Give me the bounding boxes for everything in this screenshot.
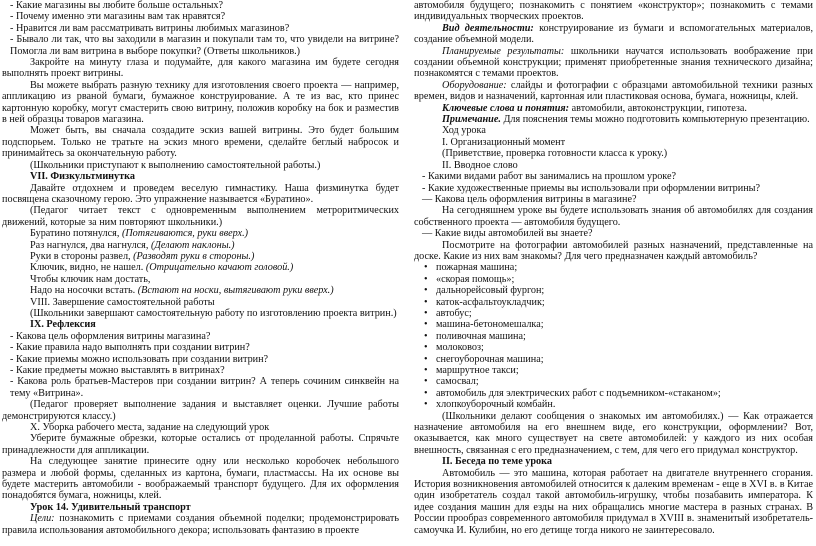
stage-direction: (Отрицательно качают головой.) bbox=[145, 262, 294, 274]
paragraph-text: II. Вводное слово bbox=[442, 159, 518, 171]
list-item: • каток-асфальтоукладчик; bbox=[436, 297, 813, 308]
right-column bbox=[414, 0, 813, 536]
paragraph-text: Ключик, видно, не нашел. bbox=[30, 262, 146, 274]
list-item: • автобус; bbox=[436, 308, 813, 319]
paragraph-text: Надо на носочки встать. bbox=[30, 285, 138, 297]
list-item: • пожарная машина; bbox=[436, 262, 813, 273]
stage-direction: (Разводят руки в стороны.) bbox=[133, 250, 255, 262]
paragraph-text: VII. Физкультминутка bbox=[30, 171, 135, 183]
paragraph-text: II. Беседа по теме урока bbox=[442, 456, 552, 468]
paragraph-text: — Какова цель оформления витрины в магазине? bbox=[422, 193, 637, 205]
paragraph-text: (Педагог проверяет выполнение задания и выставляет оценки. Лучшие работы демонстрируются классу.) bbox=[2, 399, 399, 422]
paragraph bbox=[2, 331, 399, 342]
paragraph-text: Автомобиль — это машина, которая работает на двигателе внутреннего сгорания. История возникновения автомобилей относится к далеким временам - еще в XVI в. в Китае один изобретатель создал такой автомобиль-игрушку, чтобы позабавить императора. К идее создания машин для езды на них обращались многие мастера в разных странах. В России прообраз современного автомобиля придумал в XVIII в. знаменитый изобретатель-самоучка И. Кулибин, но его детище тогда никого не заинтересовало. bbox=[414, 467, 813, 536]
paragraph-text: X. Уборка рабочего места, задание на следующий урок bbox=[30, 422, 270, 434]
paragraph-text: Давайте отдохнем и проведем веселую гимнастику. Наша физминутка будет посвящена сказочному герою. Это упражнение называется «Буратино». bbox=[2, 182, 399, 205]
paragraph-text: познакомить с приемами создания объемной поделки; продемонстрировать правила использования автомобильного декора; использовать фантазию в проекте bbox=[2, 513, 399, 536]
paragraph-text: автомобиля будущего; познакомить с понятием «конструктор»; познакомить с темами индивидуальных творческих проектов. bbox=[414, 0, 813, 23]
paragraph-text: - Какова цель оформления витрины магазина? bbox=[10, 330, 211, 342]
paragraph bbox=[2, 80, 399, 126]
list-item: • хлопкоуборочный комбайн. bbox=[436, 399, 813, 410]
list-item: • самосвал; bbox=[436, 376, 813, 387]
paragraph-text: Урок 14. Удивительный транспорт bbox=[30, 501, 191, 513]
paragraph bbox=[414, 194, 813, 205]
paragraph-text: Вы можете выбрать разную технику для изготовления своего проекта — например, аппликацию из рваной бумаги, бумажное конструирование. А те из вас, кто принес картонную коробку, могут смастерить свою витрину, положив коробку на бок и разместив в ней образцы товаров магазина. bbox=[2, 79, 399, 126]
paragraph bbox=[414, 23, 813, 46]
paragraph bbox=[2, 160, 399, 171]
paragraph bbox=[2, 125, 399, 159]
paragraph bbox=[414, 205, 813, 228]
paragraph-text: - Почему именно эти магазины вам так нравятся? bbox=[10, 11, 226, 23]
paragraph-text: (Школьники завершают самостоятельную работу по изготовлению проекта витрин.) bbox=[30, 307, 397, 319]
list-item: • маршрутное такси; bbox=[436, 365, 813, 376]
paragraph bbox=[414, 137, 813, 148]
paragraph bbox=[414, 160, 813, 171]
list-item: • дальнорейсовый фургон; bbox=[436, 285, 813, 296]
paragraph bbox=[2, 23, 399, 34]
paragraph-text: Закройте на минуту глаза и подумайте, для какого магазина им будете сегодня выполнять проект витрины. bbox=[2, 57, 399, 80]
paragraph bbox=[2, 0, 399, 11]
paragraph-text: - Какие приемы можно использовать при создании витрин? bbox=[10, 353, 269, 365]
paragraph bbox=[414, 103, 813, 114]
paragraph bbox=[2, 365, 399, 376]
paragraph bbox=[2, 376, 399, 399]
paragraph-text: - Бывало ли так, что вы заходили в магазин и покупали там то, что увидели на витрине? Помогла ли вам витрина в выборе покупки? (Ответы школьников.) bbox=[10, 34, 399, 57]
paragraph bbox=[2, 205, 399, 228]
paragraph bbox=[2, 11, 399, 22]
paragraph-text: - Нравится ли вам рассматривать витрины любимых магазинов? bbox=[10, 22, 290, 34]
paragraph bbox=[2, 399, 399, 422]
paragraph bbox=[2, 240, 399, 251]
list-item: • автомобиль для электрических работ с подъемником-«стаканом»; bbox=[436, 388, 813, 399]
paragraph-text: Руки в стороны развел, bbox=[30, 250, 134, 262]
paragraph-text: VIII. Завершение самостоятельной работы bbox=[30, 296, 215, 308]
paragraph bbox=[2, 433, 399, 456]
paragraph bbox=[414, 228, 813, 239]
label-bold-italic: Примечание. bbox=[442, 114, 501, 126]
label-italic: Оборудование: bbox=[442, 79, 507, 91]
paragraph-text: - Какими видами работ вы занимались на прошлом уроке? bbox=[422, 171, 677, 183]
paragraph-text: — Какие виды автомобилей вы знаете? bbox=[422, 228, 593, 240]
paragraph bbox=[2, 342, 399, 353]
label-italic: Цели: bbox=[30, 513, 55, 525]
paragraph bbox=[414, 148, 813, 159]
paragraph-text: IX. Рефлексия bbox=[30, 319, 96, 331]
paragraph-text: - Какие правила надо выполнять при создании витрин? bbox=[10, 342, 250, 354]
paragraph-text: автомобили, автоконструкции, гипотеза. bbox=[569, 102, 747, 114]
paragraph-text: I. Организационный момент bbox=[442, 136, 566, 148]
list-item: • «скорая помощь»; bbox=[436, 274, 813, 285]
list-item: • молоковоз; bbox=[436, 342, 813, 353]
paragraph-text: Посмотрите на фотографии автомобилей разных назначений, представленные на доске. Какие из них вам знакомы? Для чего предназначен каждый автомобиль? bbox=[414, 239, 813, 262]
paragraph-text: школьники научатся использовать воображение при создании объемной конструкции; применят приобретенные знания технического дизайна; познакомятся с темами проектов. bbox=[414, 45, 814, 80]
paragraph bbox=[414, 0, 813, 23]
paragraph-text: (Приветствие, проверка готовности класса к уроку.) bbox=[442, 148, 668, 160]
paragraph bbox=[414, 240, 813, 263]
section-heading bbox=[2, 319, 399, 330]
paragraph bbox=[414, 46, 813, 80]
paragraph-text: Может быть, вы сначала создадите эскиз вашей витрины. Это будет большим подспорьем. Только не тратьте на эскиз много времени, сделайте беглый набросок и принимайтесь за окончательную работу. bbox=[2, 125, 399, 160]
vehicle-list bbox=[414, 262, 813, 410]
paragraph bbox=[414, 411, 813, 457]
paragraph-text: Для пояснения темы можно подготовить компьютерную презентацию. bbox=[500, 114, 810, 126]
paragraph-text: - Какие художественные приемы вы использовали при оформлении витрины? bbox=[422, 182, 761, 194]
paragraph bbox=[2, 456, 399, 502]
paragraph-text: Ход урока bbox=[442, 125, 486, 137]
list-item: • машина-бетономешалка; bbox=[436, 319, 813, 330]
paragraph-text: Буратино потянулся, bbox=[30, 228, 122, 240]
paragraph-text: На следующее занятие принесите одну или несколько коробочек небольшого размера и любой формы, сделанных из картона, бумаги, пластмассы. На их основе вы будете мастерить автомобили - воображаемый транспорт будущего. Для их оформления понадобятся бумага, ножницы, клей. bbox=[2, 456, 399, 502]
paragraph bbox=[414, 468, 813, 536]
section-heading bbox=[2, 171, 399, 182]
paragraph bbox=[2, 513, 399, 536]
paragraph-text: Чтобы ключик нам достать, bbox=[30, 273, 151, 285]
paragraph bbox=[414, 114, 813, 125]
label-bold-italic: Вид деятельности: bbox=[442, 22, 534, 34]
list-item: • поливочная машина; bbox=[436, 331, 813, 342]
label-bold-italic: Ключевые слова и понятия: bbox=[442, 102, 570, 114]
paragraph bbox=[2, 262, 399, 273]
paragraph-text: - Какие магазины вы любите больше остальных? bbox=[10, 0, 224, 11]
label-italic: Планируемые результаты: bbox=[442, 45, 565, 57]
paragraph bbox=[414, 80, 813, 103]
paragraph bbox=[2, 285, 399, 296]
stage-direction: (Делают наклоны.) bbox=[150, 239, 235, 251]
paragraph bbox=[2, 34, 399, 57]
paragraph bbox=[2, 422, 399, 433]
paragraph bbox=[414, 171, 813, 182]
paragraph-text: Раз нагнулся, два нагнулся, bbox=[30, 239, 151, 251]
stage-direction: (Потягиваются, руки вверх.) bbox=[121, 228, 249, 240]
stage-direction: (Встают на носки, вытягивают руки вверх.) bbox=[137, 285, 334, 297]
paragraph bbox=[414, 125, 813, 136]
paragraph-text: (Школьники делают сообщения о знакомых им автомобилях.) — Как отражается назначение автомобиля на его внешнем виде, его конструкции, оформлении? Вот, оказывается, как много существует на свете автомобилей: у каждого из них особая внешность, связанная с его предназначением, с тем, для чего его придумал конструктор. bbox=[414, 410, 813, 456]
paragraph bbox=[2, 183, 399, 206]
paragraph bbox=[2, 308, 399, 319]
paragraph-text: - Какие предметы можно выставлять в витринах? bbox=[10, 365, 225, 376]
paragraph-text: Уберите бумажные обрезки, которые остались от проделанной работы. Спрячьте принадлежности для аппликации. bbox=[2, 433, 399, 456]
paragraph-text: (Школьники приступают к выполнению самостоятельной работы.) bbox=[30, 159, 321, 171]
paragraph-text: слайды и фотографии с образцами автомобильной техники разных времен, видов и назначений, картонная или пластиковая основа, бумага, ножницы, клей. bbox=[414, 79, 813, 103]
paragraph bbox=[2, 57, 399, 80]
paragraph bbox=[2, 274, 399, 285]
section-heading bbox=[414, 456, 813, 467]
paragraph-text: конструирование из бумаги и вспомогательных материалов, создание объемной модели. bbox=[414, 22, 813, 46]
paragraph bbox=[2, 228, 399, 239]
paragraph-text: - Какова роль братьев-Мастеров при создании витрин? А теперь сочиним синквейн на тему «Витрина». bbox=[10, 376, 399, 399]
section-heading bbox=[2, 502, 399, 513]
paragraph bbox=[414, 183, 813, 194]
paragraph bbox=[2, 251, 399, 262]
list-item: • снегоуборочная машина; bbox=[436, 354, 813, 365]
paragraph bbox=[2, 297, 399, 308]
paragraph-text: (Педагог читает текст с одновременным выполнением метроритмических движений, которые за ним повторяют школьники.) bbox=[2, 205, 399, 228]
paragraph bbox=[2, 354, 399, 365]
left-column bbox=[2, 0, 399, 536]
paragraph-text: На сегодняшнем уроке вы будете использовать знания об автомобилях для создания собственного проекта — автомобиля будущего. bbox=[414, 205, 813, 228]
